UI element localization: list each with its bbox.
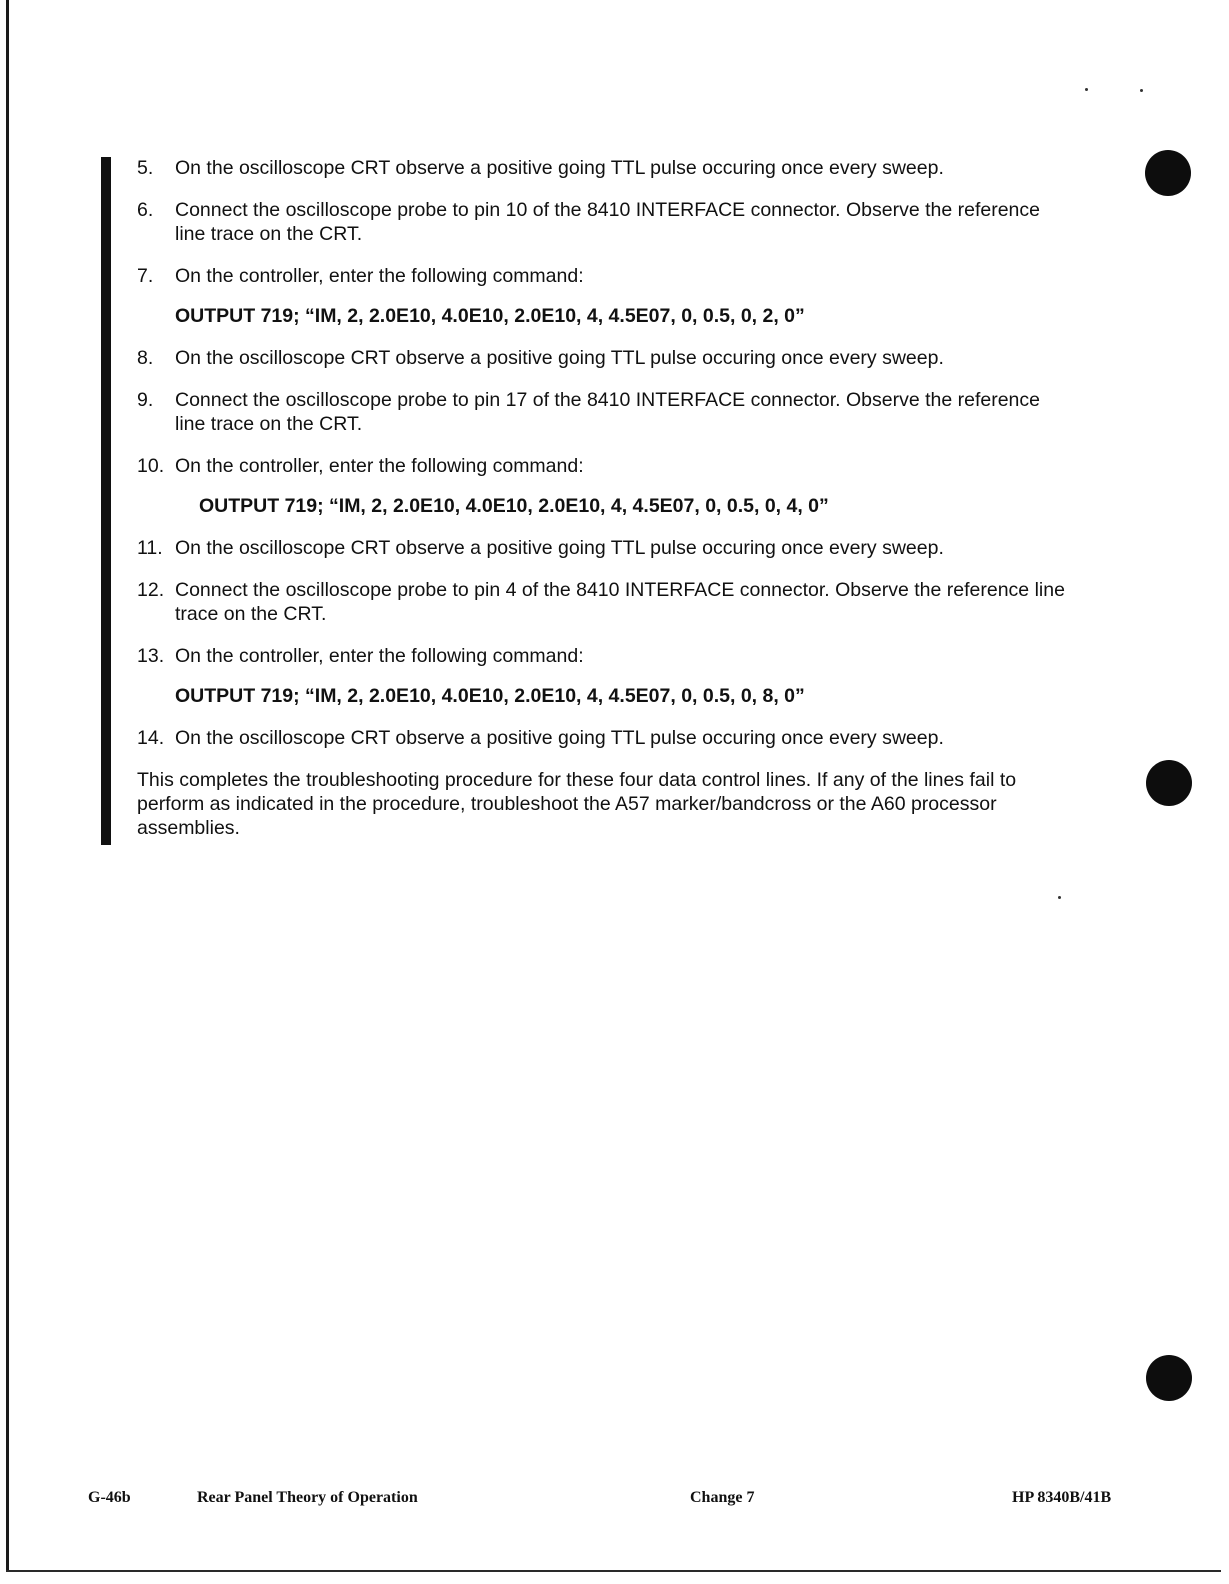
page-bottom-border: [6, 1570, 1221, 1572]
step-number: 10.: [137, 455, 165, 477]
procedure-step: [137, 156, 1072, 180]
procedure-step: [137, 346, 1072, 370]
step-text: On the controller, enter the following command:: [175, 645, 584, 667]
procedure-step: [137, 198, 1072, 246]
page-footer: [0, 1489, 1229, 1513]
step-text: Connect the oscilloscope probe to pin 17 of the 8410 INTERFACE connector. Observe the reference line trace on the CRT.: [175, 389, 1040, 435]
step-text: On the oscilloscope CRT observe a positive going TTL pulse occuring once every sweep.: [175, 347, 944, 369]
step-text: Connect the oscilloscope probe to pin 10 of the 8410 INTERFACE connector. Observe the reference line trace on the CRT.: [175, 199, 1040, 245]
step-number: 8.: [137, 347, 154, 369]
step-number: 5.: [137, 157, 154, 179]
procedure-step: [137, 264, 1072, 288]
scan-speck: [1085, 88, 1088, 91]
step-number: 11.: [137, 537, 163, 559]
step-number: 9.: [137, 389, 154, 411]
step-text: On the oscilloscope CRT observe a positive going TTL pulse occuring once every sweep.: [175, 157, 944, 179]
step-text: On the controller, enter the following command:: [175, 455, 584, 477]
footer-model: HP 8340B/41B: [1012, 1489, 1112, 1506]
step-number: 7.: [137, 265, 154, 287]
closing-paragraph: This completes the troubleshooting procedure for these four data control lines. If any of the lines fail to perform as indicated in the procedure, troubleshoot the A57 marker/bandcross or the A60 processor assemblies.: [137, 769, 1017, 839]
step-text: On the oscilloscope CRT observe a positive going TTL pulse occuring once every sweep.: [175, 537, 944, 559]
scan-speck: [1140, 89, 1143, 92]
change-bar: [101, 157, 111, 845]
step-text: On the oscilloscope CRT observe a positive going TTL pulse occuring once every sweep.: [175, 727, 944, 749]
punch-hole: [1146, 1355, 1192, 1401]
procedure-step: [137, 644, 1072, 668]
page-left-border: [6, 0, 9, 1572]
procedure-step: [137, 578, 1072, 626]
footer-change-note: Change 7: [690, 1489, 755, 1506]
procedure-step: [137, 536, 1072, 560]
punch-hole: [1145, 150, 1191, 196]
procedure-step: [137, 726, 1072, 750]
step-text: Connect the oscilloscope probe to pin 4 of the 8410 INTERFACE connector. Observe the reference line trace on the CRT.: [175, 579, 1065, 625]
procedure-step: [137, 388, 1072, 436]
scan-speck: [1058, 896, 1061, 899]
step-number: 14.: [137, 727, 165, 749]
command-line: OUTPUT 719; “IM, 2, 2.0E10, 4.0E10, 2.0E10, 4, 4.5E07, 0, 0.5, 0, 2, 0”: [175, 305, 805, 327]
punch-hole: [1146, 760, 1192, 806]
footer-section-title: Rear Panel Theory of Operation: [197, 1489, 418, 1506]
procedure-body: [137, 156, 1072, 860]
procedure-step: [137, 454, 1072, 478]
step-number: 13.: [137, 645, 165, 667]
step-number: 6.: [137, 199, 154, 221]
footer-page-number: G-46b: [88, 1489, 131, 1506]
step-text: On the controller, enter the following command:: [175, 265, 584, 287]
step-number: 12.: [137, 579, 165, 601]
command-line: OUTPUT 719; “IM, 2, 2.0E10, 4.0E10, 2.0E10, 4, 4.5E07, 0, 0.5, 0, 4, 0”: [199, 495, 829, 517]
command-line: OUTPUT 719; “IM, 2, 2.0E10, 4.0E10, 2.0E10, 4, 4.5E07, 0, 0.5, 0, 8, 0”: [175, 685, 805, 707]
